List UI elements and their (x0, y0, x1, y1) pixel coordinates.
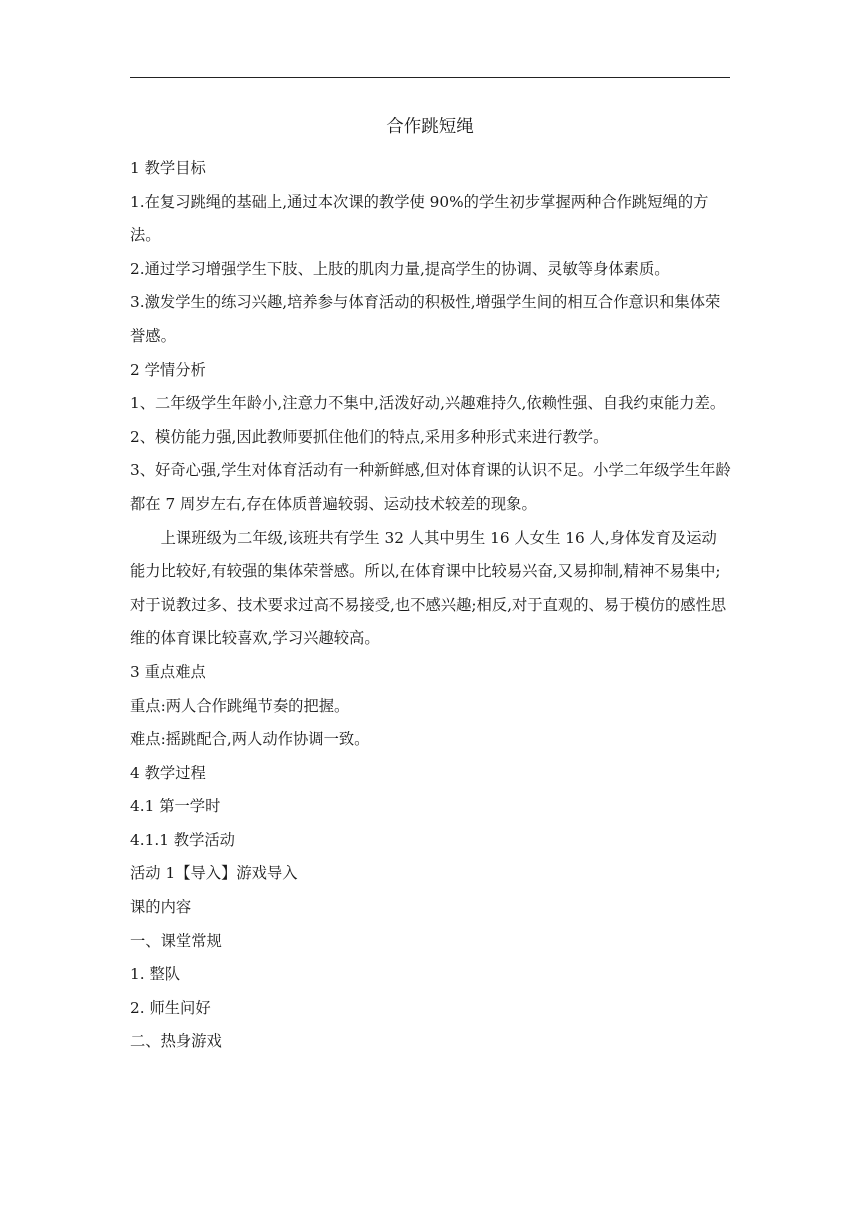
subsection-heading-first-lesson: 4.1 第一学时 (130, 797, 221, 816)
section-heading-key-points: 3 重点难点 (130, 662, 206, 681)
analysis-item-3: 3、好奇心强,学生对体育活动有一种新鲜感,但对体育课的认识不足。小学二年级学生年龄都在 7 周岁左右,存在体质普遍较弱、运动技术较差的现象。 (130, 461, 731, 513)
lesson-content-label: 课的内容 (130, 898, 192, 917)
goal-item-1: 1.在复习跳绳的基础上,通过本次课的教学使 90%的学生初步掌握两种合作跳短绳的方法。 (130, 192, 709, 245)
subsection-heading-activities: 4.1.1 教学活动 (130, 830, 235, 849)
difficult-point: 难点:摇跳配合,两人动作协调一致。 (130, 730, 370, 749)
activity-1-heading: 活动 1【导入】游戏导入 (130, 864, 298, 883)
lesson-step-1: 1. 整队 (130, 965, 181, 984)
key-point: 重点:两人合作跳绳节奏的把握。 (130, 696, 350, 715)
analysis-item-2: 2、模仿能力强,因此教师要抓住他们的特点,采用多种形式来进行教学。 (130, 427, 609, 446)
lesson-part-2-heading: 二、热身游戏 (130, 1032, 222, 1051)
section-heading-student-analysis: 2 学情分析 (130, 360, 206, 379)
section-heading-teaching-goals: 1 教学目标 (130, 159, 206, 177)
header-rule (130, 77, 730, 78)
document-body (130, 152, 731, 1059)
lesson-part-1-heading: 一、课堂常规 (130, 931, 222, 950)
lesson-step-2: 2. 师生问好 (130, 998, 211, 1017)
goal-item-3: 3.激发学生的练习兴趣,培养参与体育活动的积极性,增强学生间的相互合作意识和集体荣誉感。 (130, 293, 721, 345)
section-heading-teaching-process: 4 教学过程 (130, 763, 206, 782)
goal-item-2: 2.通过学习增强学生下肢、上肢的肌肉力量,提高学生的协调、灵敏等身体素质。 (130, 259, 670, 278)
document-title: 合作跳短绳 (386, 117, 474, 137)
class-description-paragraph: 上课班级为二年级,该班共有学生 32 人其中男生 16 人女生 16 人,身体发育及运动能力比较好,有较强的集体荣誉感。所以,在体育课中比较易兴奋,又易抑制,精神不易集中;对于说教过多、技术要求过高不易接受,也不感兴趣;相反,对于直观的、易于模仿的感性思维的体育课比较喜欢,学习兴趣较高。 (130, 528, 727, 648)
analysis-item-1: 1、二年级学生年龄小,注意力不集中,活泼好动,兴趣难持久,依赖性强、自我约束能力差。 (130, 394, 726, 413)
